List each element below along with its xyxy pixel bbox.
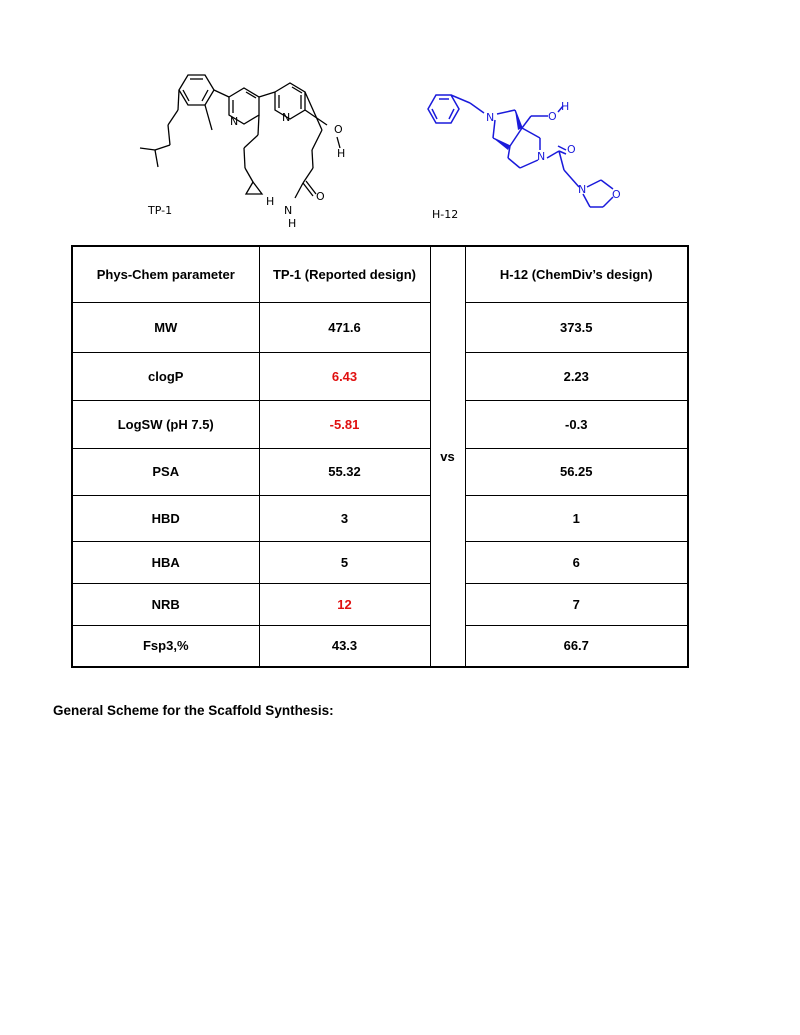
- table-row: [72, 583, 688, 625]
- table-row: [72, 302, 688, 352]
- tp1-atom-n3: N: [284, 204, 293, 217]
- header-tp1: TP-1 (Reported design): [259, 246, 430, 302]
- tp1-structure: [0, 0, 400, 240]
- tp1-label: TP-1: [148, 204, 173, 217]
- vs-label: vs: [430, 246, 465, 667]
- table-row: [72, 541, 688, 583]
- h12-atom-o1: O: [548, 110, 557, 123]
- row-param: clogP: [72, 352, 259, 400]
- tp1-atom-o1: O: [334, 123, 343, 136]
- tp1-atom-h3: H: [288, 217, 297, 230]
- row-param: HBA: [72, 541, 259, 583]
- row-param: Fsp3,%: [72, 625, 259, 667]
- row-param: PSA: [72, 448, 259, 495]
- row-h12-value: 1: [465, 495, 688, 541]
- row-tp1-value: 6.43: [259, 352, 430, 400]
- row-h12-value: 66.7: [465, 625, 688, 667]
- header-param: Phys-Chem parameter: [72, 246, 259, 302]
- tp1-atom-o2: O: [316, 190, 325, 203]
- table-row: [72, 352, 688, 400]
- table-row: [72, 448, 688, 495]
- row-h12-value: -0.3: [465, 400, 688, 448]
- table-row: [72, 625, 688, 667]
- row-param: HBD: [72, 495, 259, 541]
- table-header-row: [72, 246, 688, 302]
- row-tp1-value: 471.6: [259, 302, 430, 352]
- h12-atom-n1: N: [486, 111, 495, 124]
- row-h12-value: 373.5: [465, 302, 688, 352]
- structures-area: [0, 0, 800, 240]
- h12-atom-o3: O: [612, 188, 621, 201]
- section-heading: General Scheme for the Scaffold Synthesis:: [53, 703, 334, 718]
- row-tp1-value: -5.81: [259, 400, 430, 448]
- row-param: MW: [72, 302, 259, 352]
- row-h12-value: 6: [465, 541, 688, 583]
- table-row: [72, 495, 688, 541]
- row-param: NRB: [72, 583, 259, 625]
- h12-label: H-12: [432, 208, 459, 221]
- tp1-atom-n2: N: [282, 111, 291, 124]
- tp1-atom-h1: H: [337, 147, 346, 160]
- row-tp1-value: 43.3: [259, 625, 430, 667]
- h12-atom-h1: H: [561, 100, 570, 113]
- tp1-atom-n1: N: [230, 115, 239, 128]
- row-h12-value: 2.23: [465, 352, 688, 400]
- h12-atom-o2: O: [567, 143, 576, 156]
- row-tp1-value: 3: [259, 495, 430, 541]
- row-tp1-value: 55.32: [259, 448, 430, 495]
- row-param: LogSW (pH 7.5): [72, 400, 259, 448]
- header-h12: H-12 (ChemDiv’s design): [465, 246, 688, 302]
- row-tp1-value: 5: [259, 541, 430, 583]
- tp1-atom-h2: H: [266, 195, 275, 208]
- row-tp1-value: 12: [259, 583, 430, 625]
- row-h12-value: 56.25: [465, 448, 688, 495]
- table-row: [72, 400, 688, 448]
- h12-atom-n3: N: [578, 183, 587, 196]
- row-h12-value: 7: [465, 583, 688, 625]
- h12-atom-n2: N: [537, 150, 546, 163]
- phys-chem-table: [71, 245, 689, 668]
